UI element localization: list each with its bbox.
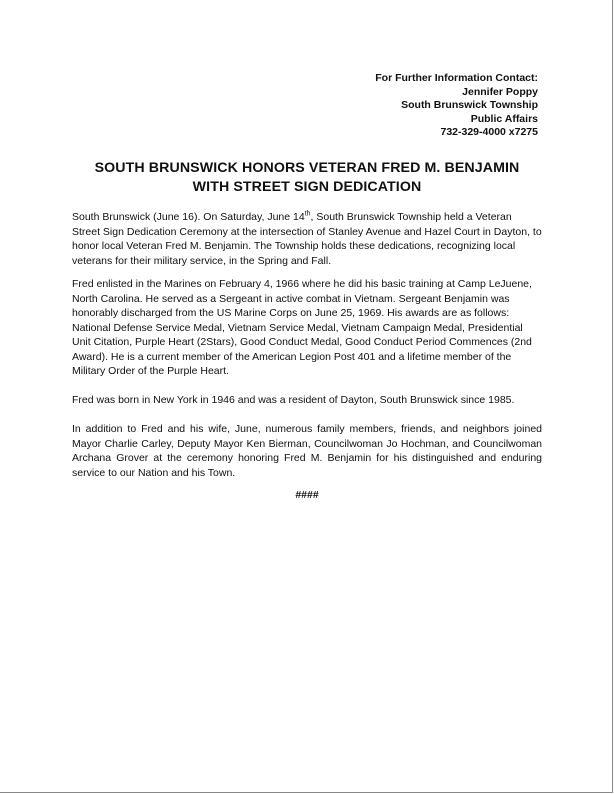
- paragraph-intro-text-end: , South Brunswick Township held a Veteran Street Sign Dedication Ceremony at the intersection of Stanley Avenue and Hazel Court in Dayton, to honor local Veteran Fred M. Benjamin. The Township holds these dedications, recognizing local veterans for their military service, in the Spring and Fall.: [72, 211, 542, 267]
- paragraph-service-record-text: Fred enlisted in the Marines on February 4, 1966 where he did his basic training at Camp LeJuene, North Carolina. He served as a Sergeant in active combat in Vietnam. Sergeant Benjamin was honorably discharged from the US Marine Corps on June 25, 1969. His awards are as follows: National Defense Service Medal, Vietnam Service Medal, Vietnam Campaign Medal, Presidential Unit Citation, Purple Heart (2Stars), Good Conduct Medal, Good Conduct Period Commences (2nd Award). He is a current member of the American Legion Post 401 and a lifetime member of the Military Order of the Purple Heart.: [72, 278, 532, 377]
- contact-block: [375, 72, 538, 140]
- contact-department: Public Affairs: [470, 112, 538, 125]
- paragraph-biography: [72, 393, 542, 408]
- paragraph-service-record: [72, 277, 542, 379]
- ordinal-suffix: th: [304, 210, 311, 218]
- paragraph-biography-text: Fred was born in New York in 1946 and was a resident of Dayton, South Brunswick since 1985.: [72, 394, 515, 406]
- paragraph-attendees-text: In addition to Fred and his wife, June, numerous family members, friends, and neighbors joined Mayor Charlie Carley, Deputy Mayor Ken Bierman, Councilwoman Jo Hochman, and Councilwoman Archana Grover at the ceremony honoring Fred M. Benjamin for his distinguished and enduring service to our Nation and his Town.: [72, 423, 542, 479]
- paragraph-intro: [72, 210, 542, 268]
- contact-organization: South Brunswick Township: [401, 99, 538, 112]
- press-release-headline: [60, 159, 554, 197]
- end-of-release-mark: ####: [295, 489, 319, 501]
- contact-name: Jennifer Poppy: [462, 85, 538, 98]
- paragraph-attendees: [72, 422, 542, 480]
- headline-line-1: SOUTH BRUNSWICK HONORS VETERAN FRED M. BENJAMIN: [94, 160, 520, 176]
- contact-phone: 732-329-4000 x7275: [440, 126, 538, 139]
- paragraph-intro-text-start: South Brunswick (June 16). On Saturday, June 14: [72, 211, 305, 223]
- headline-line-2: WITH STREET SIGN DEDICATION: [192, 179, 422, 195]
- contact-heading: For Further Information Contact:: [375, 72, 538, 84]
